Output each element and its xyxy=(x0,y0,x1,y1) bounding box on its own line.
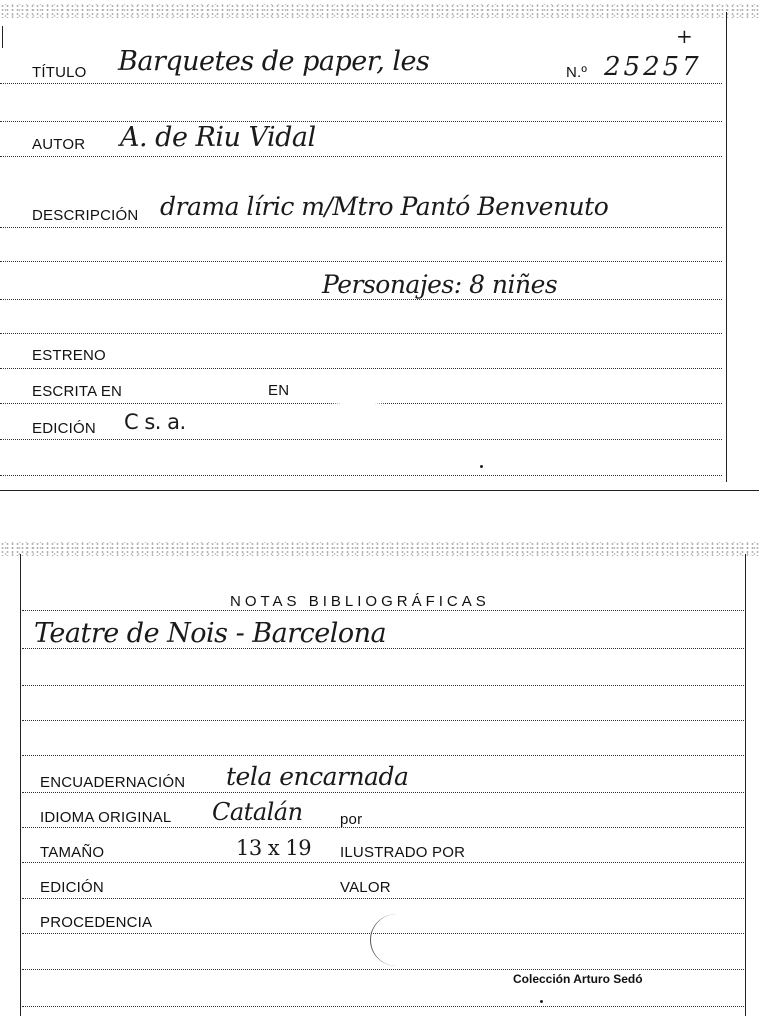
idioma-value: Catalán xyxy=(212,798,303,826)
erasure-mark xyxy=(338,398,378,422)
autor-label: AUTOR xyxy=(32,136,86,153)
card-bottom-edge xyxy=(0,490,759,491)
card-right-edge xyxy=(726,12,727,482)
card-top-edge xyxy=(0,4,759,18)
cross-mark: + xyxy=(676,24,693,48)
edicion-label: EDICIÓN xyxy=(32,420,96,437)
stamp-mark xyxy=(370,914,423,966)
notas-header: NOTAS BIBLIOGRÁFICAS xyxy=(230,593,490,610)
card-left-mark xyxy=(2,26,3,48)
estreno-label: ESTRENO xyxy=(32,347,106,364)
autor-value: A. de Riu Vidal xyxy=(120,122,316,153)
tamano-label: TAMAÑO xyxy=(40,844,105,861)
edicion-label: EDICIÓN xyxy=(40,879,104,896)
titulo-label: TÍTULO xyxy=(32,64,87,81)
escrita-label: ESCRITA EN xyxy=(32,383,123,400)
descripcion-value: drama líric m/Mtro Pantó Benvenuto xyxy=(160,192,609,221)
notas-value: Teatre de Nois - Barcelona xyxy=(34,618,387,649)
ink-dot xyxy=(540,1000,543,1003)
collection-footer: Colección Arturo Sedó xyxy=(513,972,643,986)
catalog-card-front xyxy=(0,0,759,492)
tamano-value: 13 x 19 xyxy=(236,836,312,860)
card-right-edge xyxy=(745,554,746,1016)
ilustrado-label: ILUSTRADO POR xyxy=(340,844,466,861)
numero-label: N.º xyxy=(566,64,588,81)
descripcion-label: DESCRIPCIÓN xyxy=(32,207,139,224)
numero-value: 25257 xyxy=(604,52,702,82)
descripcion-extra: Personajes: 8 niñes xyxy=(322,270,558,299)
procedencia-label: PROCEDENCIA xyxy=(40,914,153,931)
encuadernacion-value: tela encarnada xyxy=(226,762,409,791)
por-label: por xyxy=(340,811,363,828)
en-label: EN xyxy=(268,382,290,399)
encuadernacion-label: ENCUADERNACIÓN xyxy=(40,774,186,791)
valor-label: VALOR xyxy=(340,879,391,896)
idioma-label: IDIOMA ORIGINAL xyxy=(40,809,172,826)
ink-dot xyxy=(480,465,483,468)
catalog-card-back xyxy=(0,538,759,1018)
titulo-value: Barquetes de paper, les xyxy=(118,46,430,77)
edicion-value: C s. a. xyxy=(124,410,186,434)
card-top-edge xyxy=(0,542,759,556)
card-left-edge xyxy=(20,554,21,1016)
